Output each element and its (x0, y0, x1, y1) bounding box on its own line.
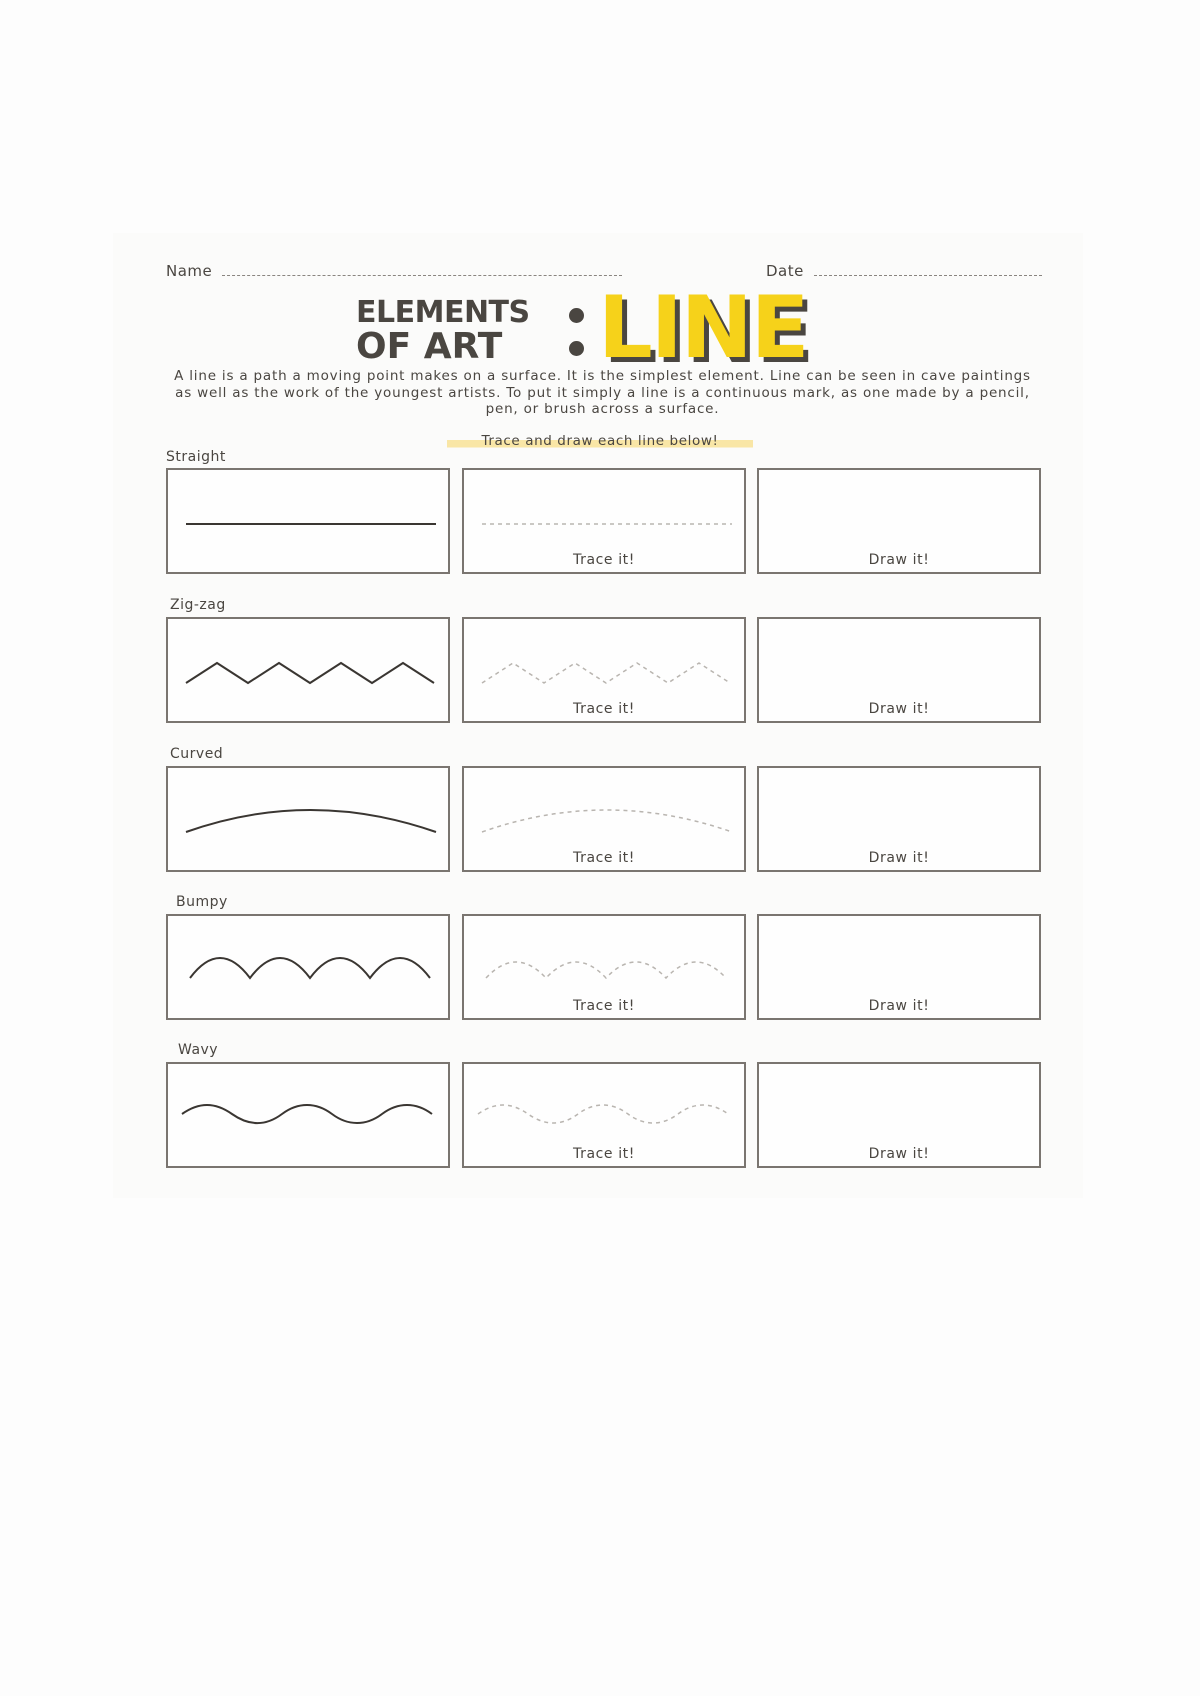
row-label-curved: Curved (170, 746, 224, 762)
draw-caption: Draw it! (868, 850, 930, 866)
date-blank[interactable] (814, 265, 1042, 276)
bumpy-line-example (168, 916, 452, 1022)
draw-box-curved[interactable] (757, 766, 1041, 872)
row-label-bumpy: Bumpy (176, 894, 228, 910)
example-box-curved (166, 766, 450, 872)
name-label: Name (166, 262, 213, 280)
title-prefix (356, 295, 566, 367)
title-line-2: OF ART (356, 326, 503, 367)
trace-box-curved[interactable] (462, 766, 746, 872)
row-label-wavy: Wavy (178, 1042, 219, 1058)
trace-box-straight[interactable] (462, 468, 746, 574)
wavy-line-example (168, 1064, 452, 1170)
instruction-text: Trace and draw each line below! (447, 433, 753, 449)
trace-caption: Trace it! (573, 552, 635, 568)
example-box-bumpy (166, 914, 450, 1020)
name-blank[interactable] (222, 265, 622, 276)
example-box-straight (166, 468, 450, 574)
trace-box-bumpy[interactable] (462, 914, 746, 1020)
draw-caption: Draw it! (868, 998, 930, 1014)
trace-caption: Trace it! (573, 850, 635, 866)
draw-box-bumpy[interactable] (757, 914, 1041, 1020)
trace-caption: Trace it! (573, 998, 635, 1014)
draw-caption: Draw it! (868, 1146, 930, 1162)
draw-box-wavy[interactable] (757, 1062, 1041, 1168)
draw-caption: Draw it! (868, 701, 930, 717)
row-label-straight: Straight (166, 449, 226, 465)
title-main: LINE (598, 278, 808, 378)
title-line-1: ELEMENTS (356, 295, 530, 330)
draw-caption: Draw it! (868, 552, 930, 568)
trace-caption: Trace it! (573, 1146, 635, 1162)
name-field[interactable] (166, 262, 622, 280)
title-colon (569, 308, 585, 360)
trace-box-wavy[interactable] (462, 1062, 746, 1168)
row-label-zigzag: Zig-zag (170, 597, 226, 613)
date-label: Date (766, 262, 804, 280)
straight-line-example (168, 470, 452, 576)
zigzag-line-example (168, 619, 452, 725)
curved-line-example (168, 768, 452, 874)
example-box-wavy (166, 1062, 450, 1168)
trace-box-zigzag[interactable] (462, 617, 746, 723)
intro-paragraph: A line is a path a moving point makes on a surface. It is the simplest element. Line can be seen in cave paintings as well as the work of the youngest artists. To put it simply a line is a continuous mark, as one made by a pencil, pen, or brush across a surface. (174, 368, 1031, 417)
draw-box-zigzag[interactable] (757, 617, 1041, 723)
draw-box-straight[interactable] (757, 468, 1041, 574)
trace-caption: Trace it! (573, 701, 635, 717)
example-box-zigzag (166, 617, 450, 723)
